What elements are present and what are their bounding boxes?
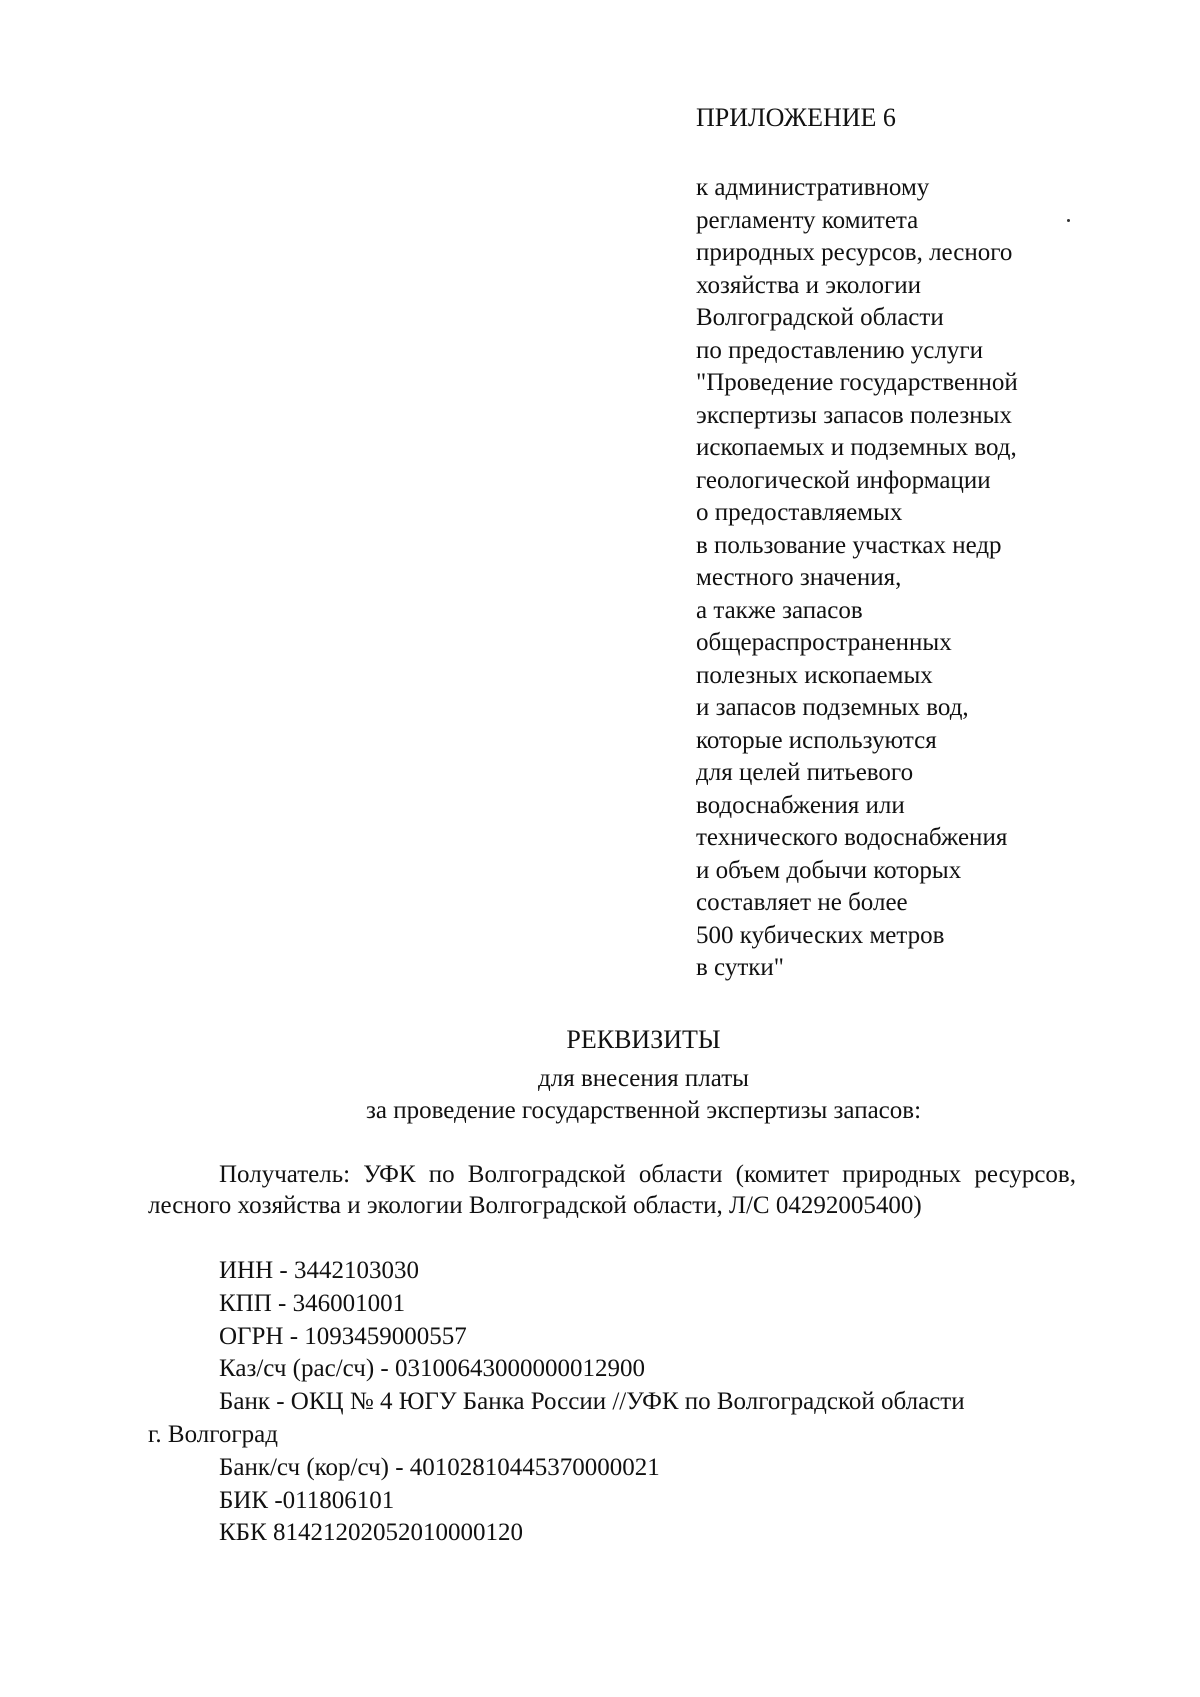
- correspondent-account-line: Банк/сч (кор/сч) - 40102810445370000021: [219, 1454, 660, 1481]
- bank-line: Банк - ОКЦ № 4 ЮГУ Банка России //УФК по Волгоградской области: [219, 1388, 965, 1415]
- appendix-line: геологической информации: [696, 466, 991, 494]
- appendix-line: местного значения,: [696, 564, 902, 591]
- requisites-subtitle: для внесения платы: [538, 1065, 749, 1092]
- appendix-line: 500 кубических метров: [696, 921, 945, 949]
- requisites-subtitle: за проведение государственной экспертизы запасов:: [365, 1097, 922, 1124]
- appendix-line: которые используются: [696, 726, 937, 754]
- appendix-line: и запасов подземных вод,: [696, 694, 969, 721]
- appendix-line: о предоставляемых: [696, 499, 903, 526]
- appendix-line: технического водоснабжения: [696, 824, 1008, 851]
- appendix-line: и объем добычи которых: [696, 856, 962, 884]
- requisites-title: РЕКВИЗИТЫ: [566, 1025, 721, 1054]
- treasury-account-line: Каз/сч (рас/сч) - 03100643000000012900: [219, 1355, 645, 1382]
- appendix-line: в сутки": [696, 954, 784, 981]
- appendix-line: регламенту комитета: [696, 206, 919, 234]
- appendix-line: природных ресурсов, лесного: [696, 239, 1013, 266]
- bik-line: БИК -011806101: [219, 1487, 395, 1514]
- appendix-title: ПРИЛОЖЕНИЕ 6: [696, 103, 896, 132]
- appendix-line: а также запасов: [696, 596, 863, 624]
- appendix-line: водоснабжения или: [696, 791, 905, 819]
- appendix-line: "Проведение государственной: [696, 369, 1018, 396]
- appendix-line: полезных ископаемых: [696, 661, 933, 689]
- kbk-line: КБК 81421202052010000120: [219, 1519, 523, 1546]
- ogrn-line: ОГРН - 1093459000557: [219, 1323, 467, 1350]
- appendix-line: общераспространенных: [696, 629, 952, 656]
- appendix-line: составляет не более: [696, 889, 908, 916]
- appendix-line: для целей питьевого: [696, 759, 914, 786]
- recipient-paragraph: Получатель: УФК по Волгоградской области (комитет природных ресурсов, лесного хозяйства и экологии Волгоградской области, Л/С 04292005400): [148, 1161, 1076, 1219]
- appendix-line: экспертизы запасов полезных: [696, 401, 1012, 429]
- appendix-line: хозяйства и экологии: [696, 271, 922, 299]
- appendix-line: по предоставлению услуги: [696, 336, 983, 364]
- scan-speck: [1067, 219, 1070, 222]
- bank-city-line: г. Волгоград: [148, 1421, 278, 1448]
- kpp-line: КПП - 346001001: [219, 1290, 406, 1317]
- appendix-line: к административному: [696, 174, 930, 201]
- appendix-caption: [696, 172, 1018, 985]
- appendix-line: ископаемых и подземных вод,: [696, 434, 1017, 461]
- inn-line: ИНН - 3442103030: [219, 1257, 419, 1284]
- appendix-line: в пользование участках недр: [696, 531, 1002, 559]
- appendix-line: Волгоградской области: [696, 304, 944, 331]
